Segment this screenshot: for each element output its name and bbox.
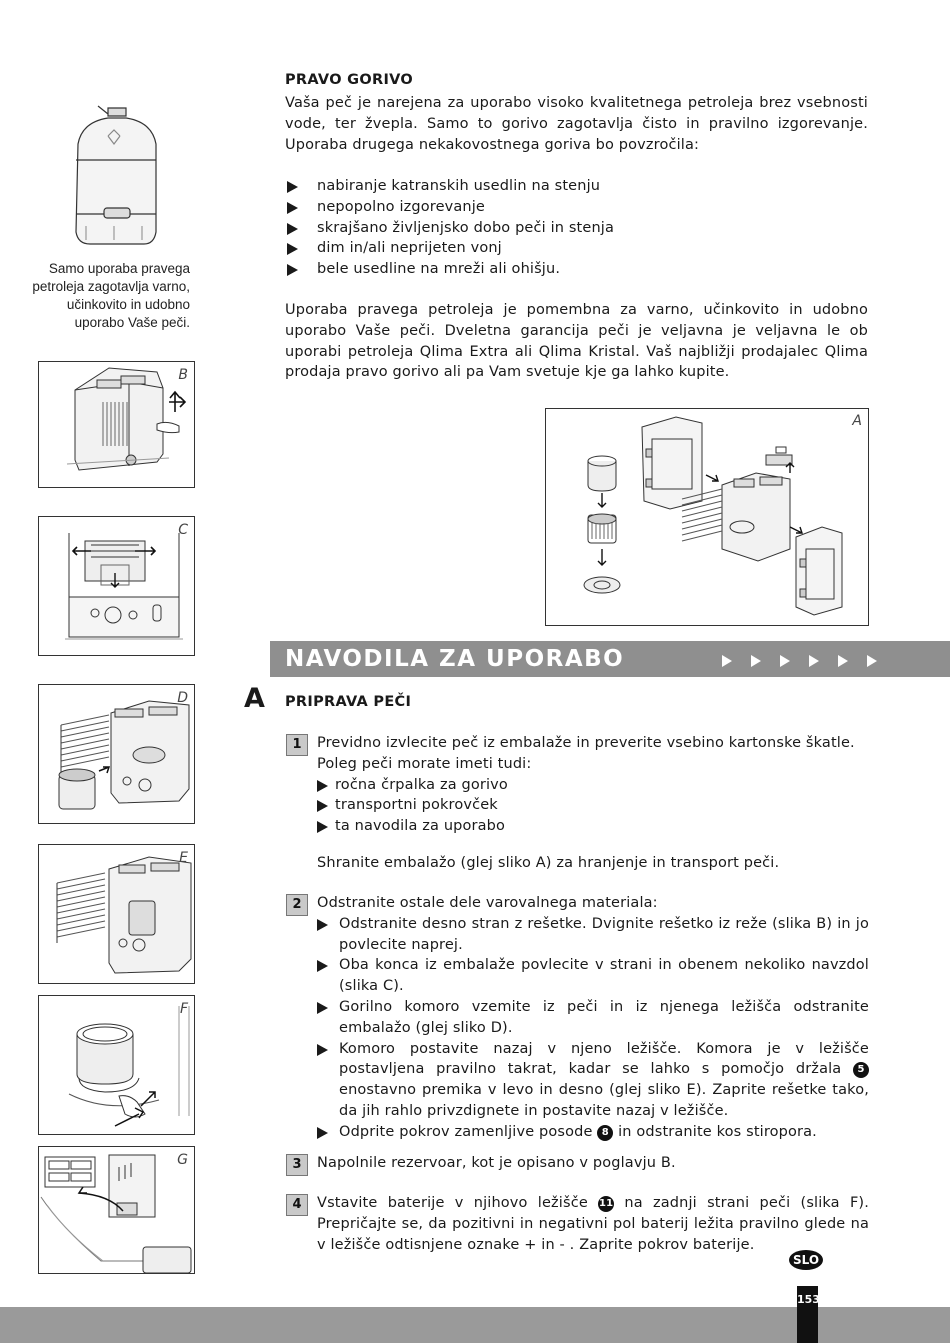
figure-e-label: E: [179, 850, 188, 866]
figure-d: [38, 684, 195, 824]
figure-c: [38, 516, 195, 656]
figure-g: [38, 1146, 195, 1274]
fuel-heading: PRAVO GORIVO: [285, 72, 414, 88]
step-2-b4b: enostavno premika v levo in desno (glej sliko E). Zaprite rešetke tako, da jih rahlo privzdignete in postavite nazaj v ležišče.: [339, 1082, 869, 1119]
page-number: 153: [797, 1286, 818, 1343]
arrow-icon: [722, 655, 732, 667]
fuel-caption: Samo uporaba pravega petroleja zagotavlja varno, učinkovito in udobno uporabo Vaše peči.: [32, 261, 190, 330]
step-2-b4a: Komoro postavite nazaj v njeno ležišče. Komora je v ležišče postavljena pravilno takrat, kadar se lahko s pomočjo držala: [339, 1040, 869, 1078]
figure-f: [38, 995, 195, 1135]
arrow-icon: [751, 655, 761, 667]
callout-8-icon: 8: [597, 1125, 613, 1141]
step-4: [317, 1193, 869, 1255]
step-1-line2: Poleg peči morate imeti tudi:: [317, 755, 532, 772]
fuel-intro: Vaša peč je narejena za uporabo visoko kvalitetnega petroleja brez vsebnosti vode, ter žvepla. Samo to gorivo zagotavlja čisto in pravilno izgorevanje. Uporaba drugega nekakovostnega goriva bo povzročila:: [285, 95, 868, 153]
list-item: transportni pokrovček: [317, 795, 869, 816]
figure-c-label: C: [178, 522, 188, 538]
step-1-items: [317, 775, 869, 837]
list-item: nepopolno izgorevanje: [285, 197, 868, 218]
fuel-canister-illustration: [68, 104, 164, 250]
list-item: ročna črpalka za gorivo: [317, 775, 869, 796]
step-number: 2: [286, 894, 308, 916]
step-2-b5a: Odprite pokrov zamenljive posode: [339, 1123, 593, 1140]
fuel-bullet-list: [285, 176, 868, 280]
list-item: nabiranje katranskih usedlin na stenju: [285, 176, 868, 197]
step-4-b: na zadnji strani peči (slika F). Prepričajte se, da pozitivni in negativni pol baterij ležita pravilno glede na v ležišče odtisnjene oznake + in - . Zaprite pokrov baterije.: [317, 1195, 870, 1253]
step-1: [317, 733, 869, 837]
arrow-icon: [867, 655, 877, 667]
step-4-a: Vstavite baterije v njihovo ležišče: [317, 1195, 588, 1211]
fuel-outro: Uporaba pravega petroleja je pomembna za varno, učinkovito in udobno uporabo Vaše peči. Dveletna garancija peči je veljavna je veljavna le ob uporabi petroleja Qlima Extra ali Qlima Kristal. Vaš najbližji prodajalec Qlima prodaja pravo gorivo ali pa Vam svetuje kje ga lahko kupite.: [285, 302, 868, 381]
list-item: [317, 1122, 869, 1143]
figure-d-label: D: [177, 690, 188, 706]
list-item: bele usedline na mreži ali ohišju.: [285, 259, 868, 280]
section-banner: [270, 641, 950, 677]
step-number: 1: [286, 734, 308, 756]
step-2: [317, 893, 869, 1143]
step-2-b5b: in odstranite kos stiropora.: [618, 1123, 817, 1140]
figure-a-label: A: [852, 413, 862, 429]
list-item: Oba konca iz embalaže povlecite v strani in obenem nekoliko navzdol (slika C).: [317, 955, 869, 997]
step-2-intro: Odstranite ostale dele varovalnega materiala:: [317, 895, 658, 911]
arrow-icon: [809, 655, 819, 667]
callout-5-icon: 5: [853, 1062, 869, 1078]
figure-a: [545, 408, 869, 626]
step-number: 4: [286, 1194, 308, 1216]
arrow-icon: [838, 655, 848, 667]
list-item: [317, 1039, 869, 1122]
section-letter: A: [244, 683, 265, 714]
figure-b: [38, 361, 195, 488]
list-item: Odstranite desno stran z rešetke. Dvignite rešetko iz reže (slika B) in jo povlecite naprej.: [317, 914, 869, 956]
list-item: ta navodila za uporabo: [317, 816, 869, 837]
step-number: 3: [286, 1154, 308, 1176]
arrow-icon: [780, 655, 790, 667]
step-1-note: Shranite embalažo (glej sliko A) za hranjenje in transport peči.: [317, 855, 780, 871]
step-1-line1: Previdno izvlecite peč iz embalaže in preverite vsebino kartonske škatle.: [317, 735, 855, 751]
list-item: Gorilno komoro vzemite iz peči in iz njenega ležišča odstranite embalažo (glej sliko D).: [317, 997, 869, 1039]
banner-title: NAVODILA ZA UPORABO: [285, 646, 625, 672]
list-item: skrajšano življenjsko dobo peči in stenja: [285, 218, 868, 239]
language-badge: SLO: [789, 1250, 823, 1270]
section-heading: PRIPRAVA PEČI: [285, 694, 412, 710]
step-2-items: [317, 914, 869, 1143]
callout-11-icon: 11: [598, 1196, 614, 1212]
figure-f-label: F: [179, 1001, 188, 1017]
figure-b-label: B: [178, 367, 188, 383]
figure-g-label: G: [177, 1152, 188, 1168]
banner-arrows: [722, 652, 896, 671]
step-3: Napolnile rezervoar, kot je opisano v poglavju B.: [317, 1155, 676, 1171]
list-item: dim in/ali neprijeten vonj: [285, 238, 868, 259]
figure-e: [38, 844, 195, 984]
